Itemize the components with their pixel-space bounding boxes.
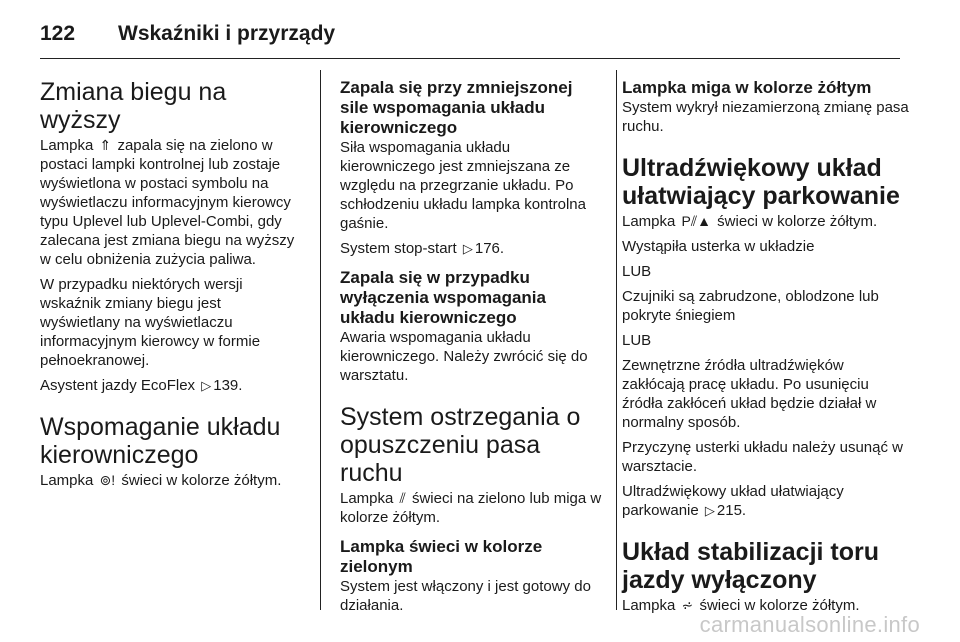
heading-lane-departure: System ostrzegania o opuszczeniu pasa ruchu <box>340 403 581 487</box>
paragraph-workshop: Przyczynę usterki układu należy usunąć w warsztacie. <box>622 439 903 475</box>
upshift-arrow-icon: ⇑ <box>99 137 112 153</box>
paragraph-yellow-flash: System wykrył niezamierzoną zmianę pasa ruchu. <box>622 99 909 135</box>
page-number: 122 <box>40 22 76 45</box>
paragraph-ultrasonic-lamp: Lampka P⫽▲ świeci w kolorze żółtym. <box>622 213 878 230</box>
paragraph-steering-lamp: Lampka ⊚! świeci w kolorze żółtym. <box>40 472 282 489</box>
column-divider-1 <box>320 70 321 610</box>
paragraph-ecoflex: Asystent jazdy EcoFlex ▷ 139. <box>40 377 243 394</box>
heading-upshift: Zmiana biegu na wyższy <box>40 78 227 134</box>
paragraph-reduced-assist: Siła wspomagania układu kierowniczego jest zmniejszana ze względu na przegrzanie układu. Po schłodzeniu układu lampka kontrolna gaśnie. <box>340 139 586 232</box>
heading-esc-off: Układ stabilizacji toru jazdy wyłączony <box>622 538 880 594</box>
chapter-title: Wskaźniki i przyrządy <box>118 22 336 45</box>
paragraph-assist-off: Awaria wspomagania układu kierowniczego. Należy zwrócić się do warsztatu. <box>340 329 588 384</box>
heading-assist-off: Zapala się w przypadku wyłączenia wspomagania układu kierowniczego <box>340 268 546 327</box>
heading-green-lamp: Lampka świeci w kolorze zielonym <box>340 537 543 576</box>
watermark: carmanualsonline.info <box>699 612 920 637</box>
header-rule <box>40 58 900 59</box>
paragraph-or-1: LUB <box>622 263 652 280</box>
page-header <box>40 14 920 54</box>
paragraph-parking-ref: Ultradźwiękowy układ ułatwiający parkowanie ▷ 215. <box>622 483 844 519</box>
lane-departure-icon: ⫽ <box>399 490 406 506</box>
page-ref-arrow-icon: ▷ <box>462 241 473 256</box>
paragraph-green-lamp: System jest włączony i jest gotowy do działania. <box>340 578 591 614</box>
heading-ultrasonic: Ultradźwiękowy układ ułatwiający parkowanie <box>622 154 900 210</box>
column-divider-2 <box>616 70 617 610</box>
column-1 <box>40 78 302 496</box>
paragraph-or-2: LUB <box>622 332 652 349</box>
paragraph-lane-lamp: Lampka ⫽ świeci na zielono lub miga w kolorze żółtym. <box>340 490 602 526</box>
heading-yellow-flash: Lampka miga w kolorze żółtym <box>622 78 872 97</box>
column-3 <box>622 78 910 621</box>
column-2 <box>340 78 602 621</box>
paragraph-upshift: Lampka ⇑ zapala się na zielono w postaci lampki kontrolnej lub zostaje wyświetlona w postaci symbolu na wyświetlaczu informacyjnym kierowcy typu Uplevel lub Uplevel-Combi, gdy zalecana jest zmiana biegu na wyższy w celu obniżenia zużycia paliwa. <box>40 137 295 268</box>
page-ref-arrow-icon: ▷ <box>704 503 715 518</box>
paragraph-fault: Wystąpiła usterka w układzie <box>622 238 815 255</box>
paragraph-external-sources: Zewnętrzne źródła ultradźwięków zakłócają pracę układu. Po usunięciu źródła zakłóceń układ będzie działał w normalny sposób. <box>622 357 877 431</box>
page-ref-arrow-icon: ▷ <box>201 378 212 393</box>
paragraph-sensors: Czujniki są zabrudzone, oblodzone lub pokryte śniegiem <box>622 288 879 324</box>
esc-off-icon: ⩫ <box>681 597 694 613</box>
heading-steering: Wspomaganie układu kierowniczego <box>40 413 281 469</box>
heading-reduced-assist: Zapala się przy zmniejszonej sile wspomagania układu kierowniczego <box>340 78 573 137</box>
paragraph-versions: W przypadku niektórych wersji wskaźnik zmiany biegu jest wyświetlany na wyświetlaczu informacyjnym kierowcy w formie pełnoekranowej. <box>40 276 261 369</box>
paragraph-stop-start: System stop-start ▷ 176. <box>340 240 505 257</box>
steering-wheel-warning-icon: ⊚! <box>99 472 116 488</box>
paragraph-esc-lamp: Lampka ⩫ świeci w kolorze żółtym. <box>622 597 860 614</box>
parking-assist-icon: P⫽▲ <box>681 213 711 229</box>
